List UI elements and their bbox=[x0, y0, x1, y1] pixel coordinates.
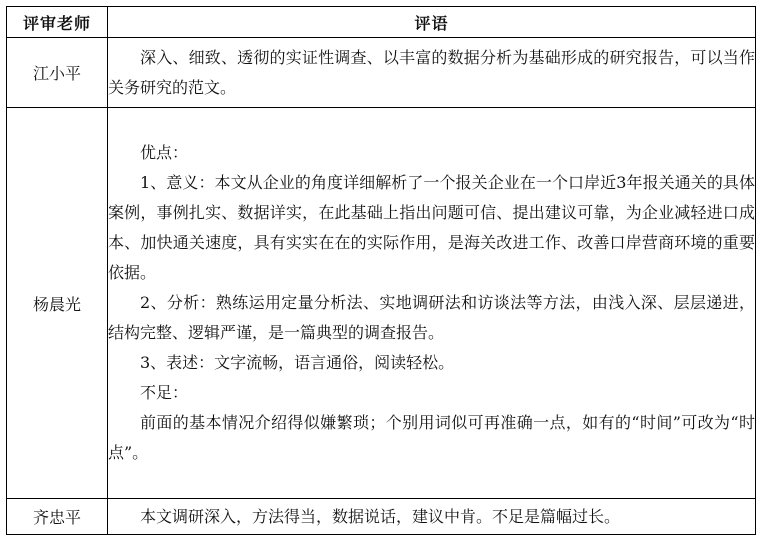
comment-paragraph: 不足： bbox=[140, 383, 189, 402]
header-reviewer: 评审老师 bbox=[7, 7, 108, 38]
comment-paragraph: 2、分析：熟练运用定量分析法、实地调研法和访谈法等方法，由浅入深、层层递进，结构完整、逻辑严谨，是一篇典型的调查报告。 bbox=[108, 293, 755, 342]
header-comment: 评语 bbox=[108, 7, 756, 38]
comment-cell bbox=[108, 499, 756, 535]
comment-paragraph: 优点： bbox=[140, 143, 189, 162]
comment-paragraph: 本文调研深入，方法得当，数据说话，建议中肯。不足是篇幅过长。 bbox=[140, 506, 621, 526]
table-row bbox=[7, 38, 756, 108]
header-row bbox=[7, 7, 756, 38]
comment-cell bbox=[108, 38, 756, 108]
comment-paragraph: 1、意义：本文从企业的角度详细解析了一个报关企业在一个口岸近3年报关通关的具体案例，事例扎实、数据详实，在此基础上指出问题可信、提出建议可靠，为企业减轻进口成本、加快通关速度，具有实实在在的实际作用，是海关改进工作、改善口岸营商环境的重要依据。 bbox=[108, 173, 755, 282]
comment-cell bbox=[108, 108, 756, 499]
table-row bbox=[7, 108, 756, 499]
table-row bbox=[7, 499, 756, 535]
comment-paragraph: 3、表述：文字流畅，语言通俗，阅读轻松。 bbox=[140, 353, 455, 372]
review-table bbox=[6, 6, 756, 535]
comment-paragraph: 前面的基本情况介绍得似嫌繁琐；个别用词似可再准确一点，如有的“时间”可改为“时点”。 bbox=[108, 413, 755, 462]
reviewer-name: 江小平 bbox=[7, 38, 108, 108]
comment-paragraph: 深入、细致、透彻的实证性调查、以丰富的数据分析为基础形成的研究报告，可以当作关务研究的范文。 bbox=[108, 47, 755, 97]
reviewer-name: 杨晨光 bbox=[7, 108, 108, 499]
reviewer-name: 齐忠平 bbox=[7, 499, 108, 535]
